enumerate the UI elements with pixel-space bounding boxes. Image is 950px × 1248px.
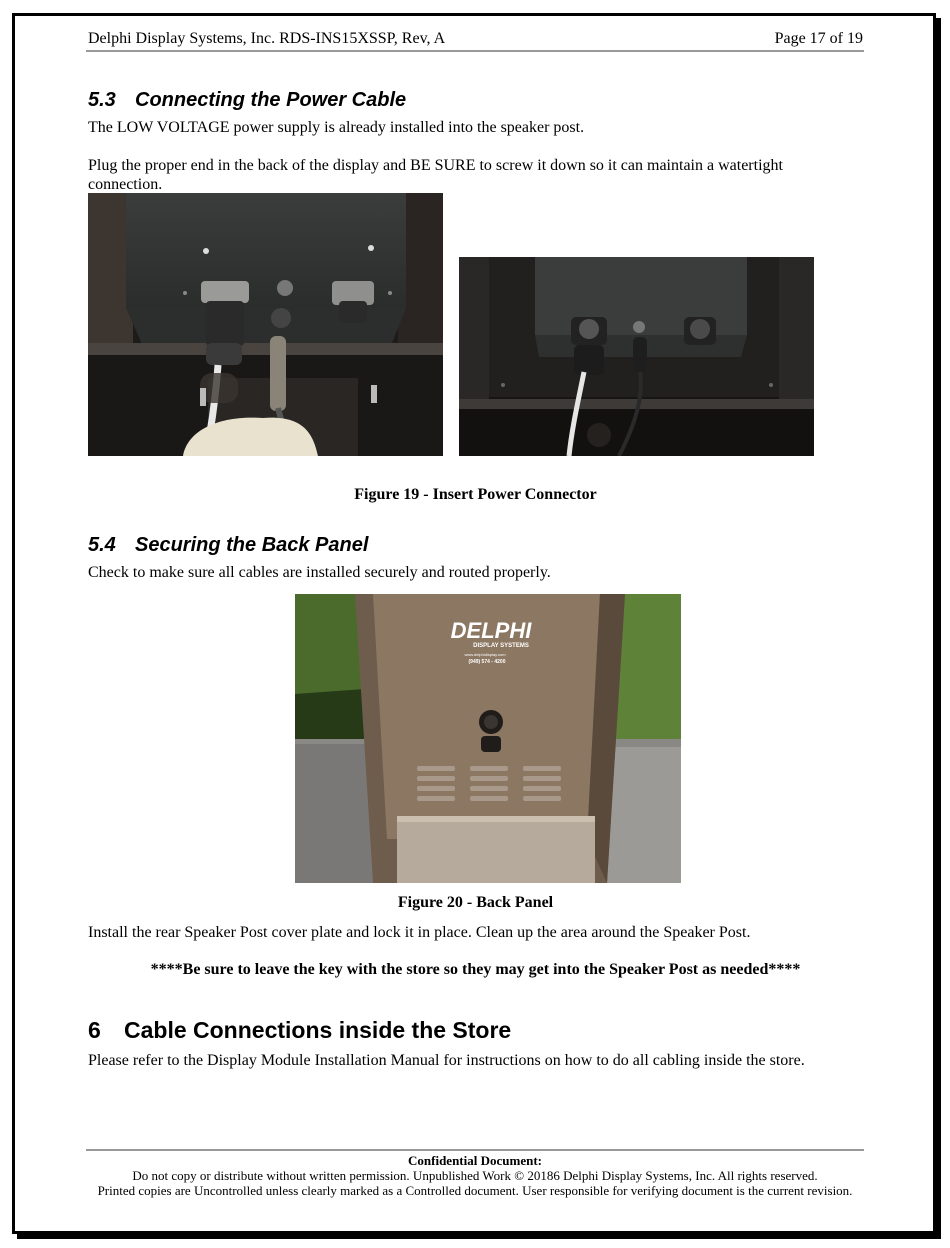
- key-note: ****Be sure to leave the key with the store so they may get into the Speaker Post as needed****: [150, 961, 801, 978]
- section-number: 6: [88, 1017, 101, 1043]
- paragraph: Install the rear Speaker Post cover plate and lock it in place. Clean up the area around the Speaker Post.: [88, 924, 751, 941]
- header-rule: [86, 50, 864, 52]
- section-title: Securing the Back Panel: [135, 534, 369, 556]
- photo-connector-installed: [459, 257, 814, 456]
- photo-connector-installed-image: [459, 257, 814, 456]
- paragraph: Check to make sure all cables are installed securely and routed properly.: [88, 564, 551, 581]
- header-page-number: Page 17 of 19: [774, 30, 863, 47]
- section-number: 5.4: [88, 534, 116, 556]
- footer-line-1: Do not copy or distribute without written permission. Unpublished Work © 20186 Delphi Display Systems, Inc. All rights reserved.: [132, 1168, 818, 1183]
- photo-back-panel-image: [295, 594, 681, 883]
- paragraph: The LOW VOLTAGE power supply is already installed into the speaker post.: [88, 119, 585, 136]
- photo-connector-closeup-image: [88, 193, 443, 456]
- section-title: Connecting the Power Cable: [135, 89, 407, 111]
- figure-20-caption: Figure 20 - Back Panel: [397, 894, 554, 911]
- section-title: Cable Connections inside the Store: [124, 1017, 512, 1043]
- section-heading-5-4: [88, 534, 368, 557]
- section-number: 5.3: [88, 89, 116, 111]
- post-brand-subtitle: DISPLAY SYSTEMS: [473, 643, 529, 649]
- section-heading-6: [88, 1017, 511, 1044]
- footer-rule: [86, 1149, 864, 1151]
- paragraph: Plug the proper end in the back of the display and BE SURE to screw it down so it can maintain a watertight connection.: [88, 157, 783, 193]
- photo-back-panel: [295, 594, 681, 883]
- header-doc-title: Delphi Display Systems, Inc. RDS-INS15XSSP, Rev, A: [88, 30, 446, 47]
- section-heading-5-3: [88, 89, 406, 112]
- post-brand-logo: DELPHI: [450, 618, 532, 643]
- page-header: [88, 30, 863, 50]
- figure-19-caption: Figure 19 - Insert Power Connector: [354, 486, 597, 503]
- post-brand-phone: (949) 574 - 4200: [468, 659, 506, 665]
- photo-connector-closeup: [88, 193, 443, 456]
- post-brand-url: www.delphidisplay.com: [464, 652, 506, 657]
- footer-title: Confidential Document:: [408, 1153, 542, 1168]
- footer-line-2: Printed copies are Uncontrolled unless clearly marked as a Controlled document. User responsible for verifying document is the current revision.: [97, 1183, 853, 1198]
- paragraph: Please refer to the Display Module Installation Manual for instructions on how to do all cabling inside the store.: [88, 1052, 805, 1069]
- page-footer: [80, 1153, 870, 1198]
